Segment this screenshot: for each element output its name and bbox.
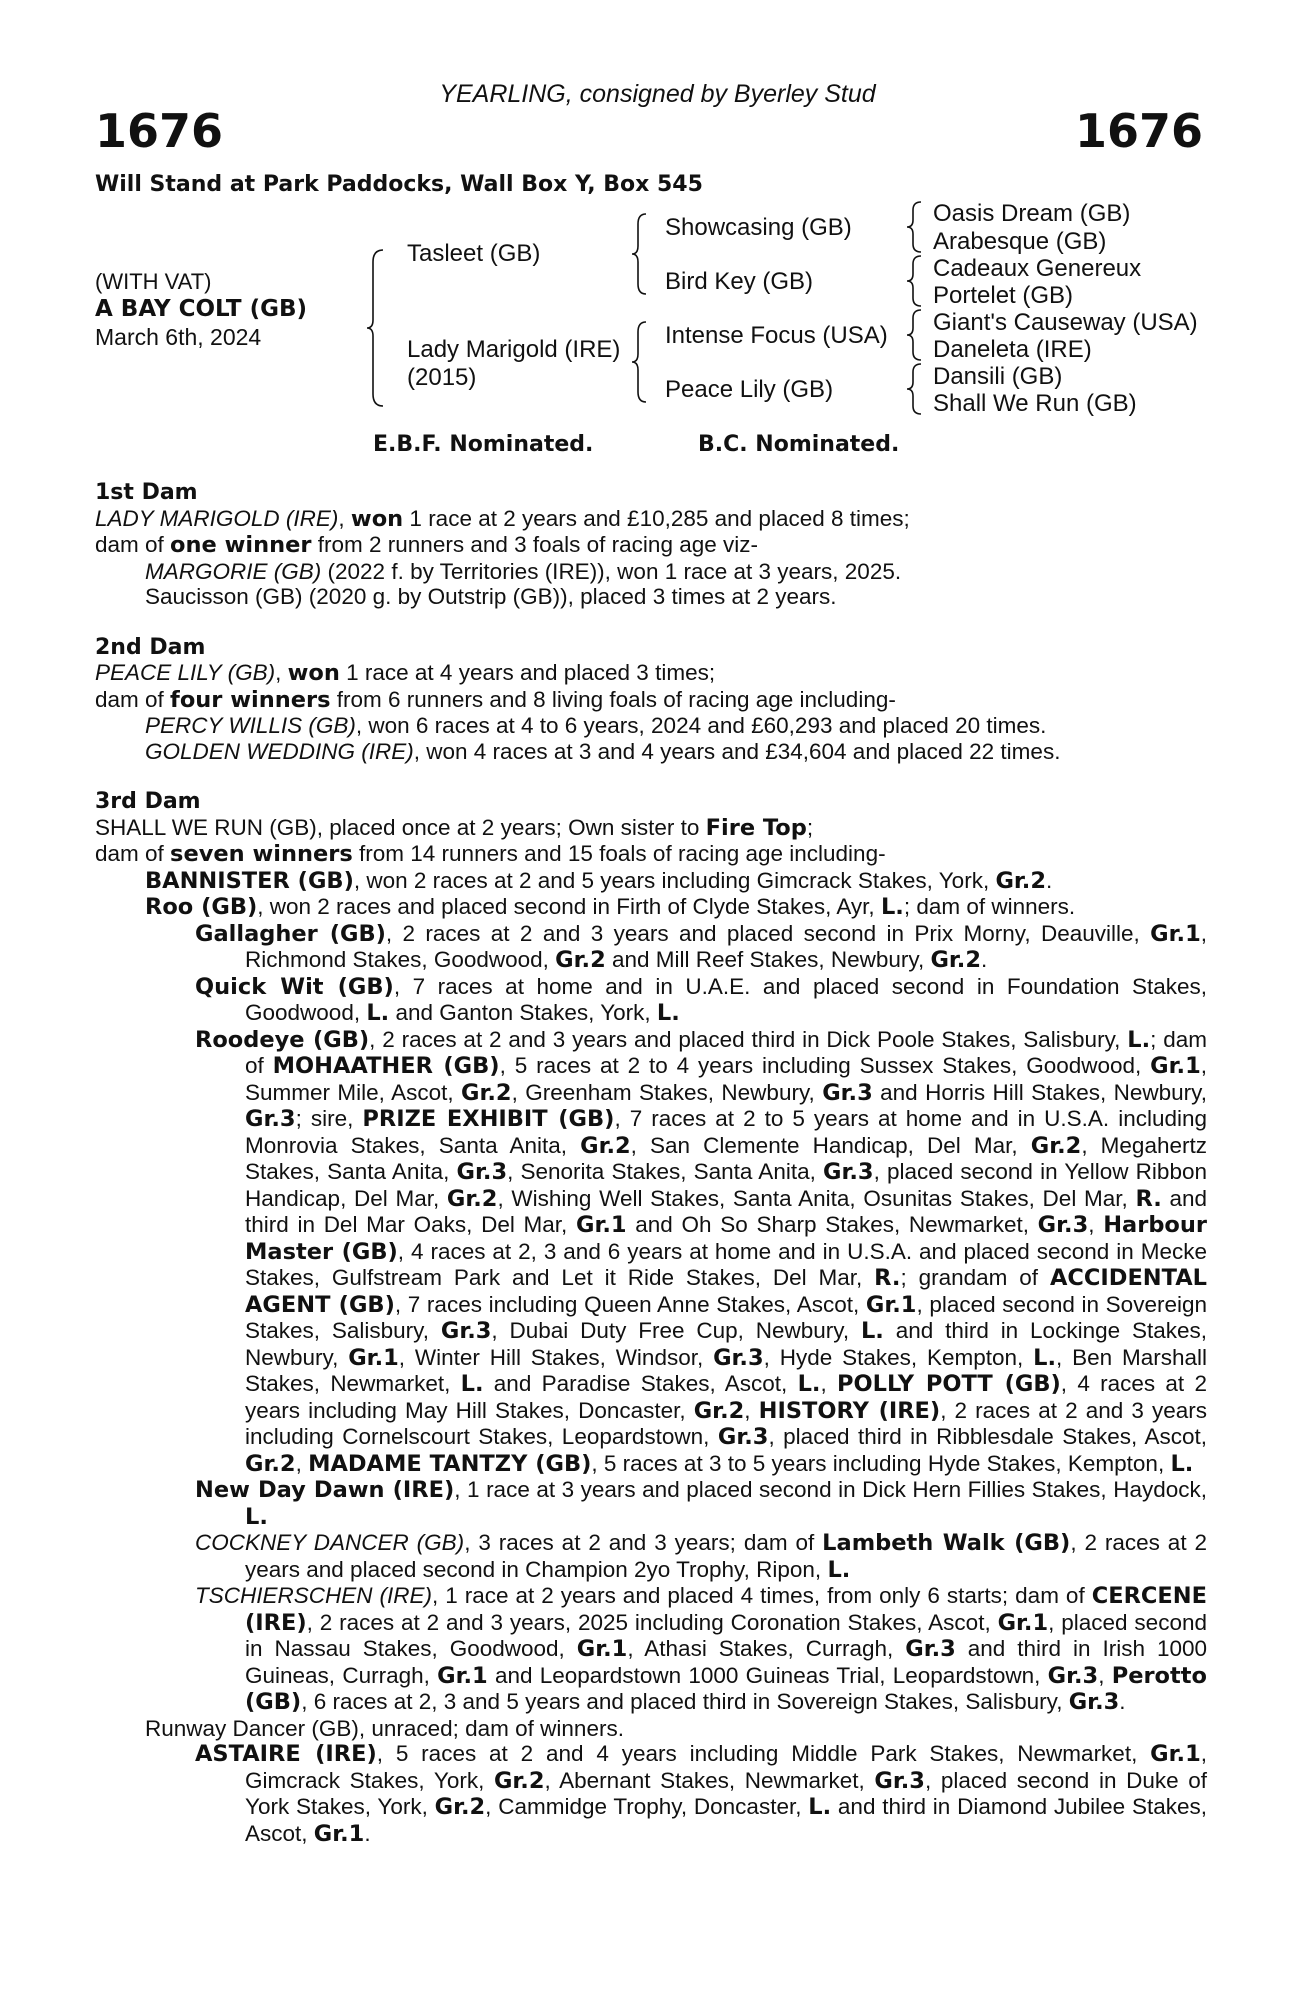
third-dam-heading: 3rd Dam	[95, 789, 201, 814]
lot-number-left: 1676	[95, 104, 224, 158]
pedigree-g4: Giant's Causeway (USA)	[933, 309, 1198, 336]
pedigree-g4: Arabesque (GB)	[933, 228, 1107, 255]
first-dam-produce-item: Saucisson (GB) (2020 g. by Outstrip (GB)), placed 3 times at 2 years.	[145, 584, 837, 609]
ebf-nomination: E.B.F. Nominated.	[373, 432, 594, 457]
produce-entry-gallagher: Gallagher (GB), 2 races at 2 and 3 years and placed second in Prix Morny, Deauville, Gr.1, Richmond Stakes, Goodwood, Gr.2 and Mill Reef Stakes, Newbury, Gr.2.	[195, 920, 1207, 973]
pedigree-sire-sire: Showcasing (GB)	[665, 214, 852, 241]
pedigree-g4: Dansili (GB)	[933, 363, 1063, 390]
produce-entry-tschierschen: TSCHIERSCHEN (IRE), 1 race at 2 years and placed 4 times, from only 6 starts; dam of CERCENE (IRE), 2 races at 2 and 3 years, 2025 including Coronation Stakes, Ascot, Gr.1, placed second in Nassau Stakes, Goodwood, Gr.1, Athasi Stakes, Curragh, Gr.3 and third in Irish 1000 Guineas, Curragh, Gr.1 and Leopardstown 1000 Guineas Trial, Leopardstown, Gr.3, Perotto (GB), 6 races at 2, 3 and 5 years and placed third in Sovereign Stakes, Salisbury, Gr.3.	[195, 1583, 1207, 1715]
produce-entry-quick-wit: Quick Wit (GB), 7 races at home and in U.A.E. and placed second in Foundation Stakes, Goodwood, L. and Ganton Stakes, York, L.	[195, 973, 1208, 1026]
pedigree-dam-dam: Peace Lily (GB)	[665, 376, 834, 403]
pedigree-g4: Portelet (GB)	[933, 282, 1074, 309]
produce-entry-runway-dancer: Runway Dancer (GB), unraced; dam of winners.	[145, 1715, 624, 1741]
first-dam-name: LADY MARIGOLD (IRE)	[95, 505, 339, 531]
pedigree-g4: Shall We Run (GB)	[933, 390, 1137, 417]
third-dam-record: SHALL WE RUN (GB), placed once at 2 years; Own sister to Fire Top;	[95, 814, 814, 841]
pedigree-brace-g4-2	[905, 254, 925, 308]
second-dam-produce-summary: dam of four winners from 6 runners and 8 living foals of racing age including-	[95, 686, 896, 713]
pedigree-sire-dam: Bird Key (GB)	[665, 268, 814, 295]
lot-number-right: 1676	[1074, 104, 1203, 158]
pedigree-brace-g4-4	[905, 362, 925, 416]
produce-entry-astaire: ASTAIRE (IRE), 5 races at 2 and 4 years including Middle Park Stakes, Newmarket, Gr.1, Gimcrack Stakes, York, Gr.2, Abernant Stakes, Newmarket, Gr.3, placed second in Duke of York Stakes, York, Gr.2, Cammidge Trophy, Doncaster, L. and third in Diamond Jubilee Stakes, Ascot, Gr.1.	[195, 1741, 1208, 1847]
pedigree-brace-sire	[630, 212, 650, 296]
produce-entry-roodeye: Roodeye (GB), 2 races at 2 and 3 years and placed third in Dick Poole Stakes, Salisbury, L.; dam of MOHAATHER (GB), 5 races at 2 to 4 years including Sussex Stakes, Goodwood, Gr.1, Summer Mile, Ascot, Gr.2, Greenham Stakes, Newbury, Gr.3 and Horris Hill Stakes, Newbury, Gr.3; sire, PRIZE EXHIBIT (GB), 7 races at 2 to 5 years at home and in U.S.A. including Monrovia Stakes, Santa Anita, Gr.2, San Clemente Handicap, Del Mar, Gr.2, Megahertz Stakes, Santa Anita, Gr.3, Senorita Stakes, Santa Anita, Gr.3, placed second in Yellow Ribbon Handicap, Del Mar, Gr.2, Wishing Well Stakes, Santa Anita, Osunitas Stakes, Del Mar, R. and third in Del Mar Oaks, Del Mar, Gr.1 and Oh So Sharp Stakes, Newmarket, Gr.3, Harbour Master (GB), 4 races at 2, 3 and 6 years at home and in U.S.A. and placed second in Mecke Stakes, Gulfstream Park and Let it Ride Stakes, Del Mar, R.; grandam of ACCIDENTAL AGENT (GB), 7 races including Queen Anne Stakes, Ascot, Gr.1, placed second in Sovereign Stakes, Salisbury, Gr.3, Dubai Duty Free Cup, Newbury, L. and third in Lockinge Stakes, Newbury, Gr.1, Winter Hill Stakes, Windsor, Gr.3, Hyde Stakes, Kempton, L., Ben Marshall Stakes, Newmarket, L. and Paradise Stakes, Ascot, L., POLLY POTT (GB), 4 races at 2 years including May Hill Stakes, Doncaster, Gr.2, HISTORY (IRE), 2 races at 2 and 3 years including Cornelscourt Stakes, Leopardstown, Gr.3, placed third in Ribblesdale Stakes, Ascot, Gr.2, MADAME TANTZY (GB), 5 races at 3 to 5 years including Hyde Stakes, Kempton, L.	[195, 1026, 1208, 1477]
pedigree-g4: Daneleta (IRE)	[933, 336, 1092, 363]
pedigree-dam: Lady Marigold (IRE)	[407, 336, 621, 363]
pedigree-brace-g4-3	[905, 308, 925, 362]
produce-entry-new-day-dawn: New Day Dawn (IRE), 1 race at 3 years and placed second in Dick Hern Fillies Stakes, Haydock, L.	[195, 1477, 1207, 1530]
pedigree-brace-main	[365, 248, 387, 408]
second-dam-produce-item: GOLDEN WEDDING (IRE), won 4 races at 3 and 4 years and £34,604 and placed 22 times.	[145, 738, 1061, 764]
catalogue-body	[95, 480, 1207, 1847]
first-dam-record: LADY MARIGOLD (IRE), won 1 race at 2 years and £10,285 and placed 8 times;	[95, 505, 910, 532]
vat-label: (WITH VAT)	[95, 269, 212, 294]
foaling-date: March 6th, 2024	[95, 324, 262, 350]
pedigree-brace-dam	[630, 320, 650, 404]
consignment-line: YEARLING, consigned by Byerley Stud	[439, 80, 876, 108]
first-dam-produce-item: MARGORIE (GB) (2022 f. by Territories (IRE)), won 1 race at 3 years, 2025.	[145, 558, 902, 584]
produce-entry-bannister: BANNISTER (GB), won 2 races at 2 and 5 years including Gimcrack Stakes, York, Gr.2.	[145, 867, 1053, 894]
first-dam-heading: 1st Dam	[95, 480, 198, 505]
pedigree-g4: Oasis Dream (GB)	[933, 200, 1131, 227]
pedigree-g4: Cadeaux Genereux	[933, 255, 1142, 282]
second-dam-produce-item: PERCY WILLIS (GB), won 6 races at 4 to 6 years, 2024 and £60,293 and placed 20 times.	[145, 713, 1047, 738]
pedigree-dam-year: (2015)	[407, 364, 477, 391]
produce-entry-roo: Roo (GB), won 2 races and placed second in Firth of Clyde Stakes, Ayr, L.; dam of winners.	[145, 894, 1076, 920]
pedigree-sire: Tasleet (GB)	[407, 240, 541, 267]
pedigree-brace-g4-1	[905, 200, 925, 254]
first-dam-produce-summary: dam of one winner from 2 runners and 3 foals of racing age viz-	[95, 532, 758, 558]
second-dam-record: PEACE LILY (GB), won 1 race at 4 years and placed 3 times;	[95, 660, 716, 686]
produce-entry-cockney-dancer: COCKNEY DANCER (GB), 3 races at 2 and 3 years; dam of Lambeth Walk (GB), 2 races at 2 years and placed second in Champion 2yo Trophy, Ripon, L.	[195, 1530, 1207, 1583]
third-dam-produce-summary: dam of seven winners from 14 runners and 15 foals of racing age including-	[95, 841, 886, 867]
lot-title: A BAY COLT (GB)	[95, 296, 308, 322]
stand-location: Will Stand at Park Paddocks, Wall Box Y, Box 545	[95, 172, 703, 197]
bc-nomination: B.C. Nominated.	[698, 432, 900, 457]
second-dam-heading: 2nd Dam	[95, 634, 206, 660]
pedigree-dam-sire: Intense Focus (USA)	[665, 322, 888, 349]
